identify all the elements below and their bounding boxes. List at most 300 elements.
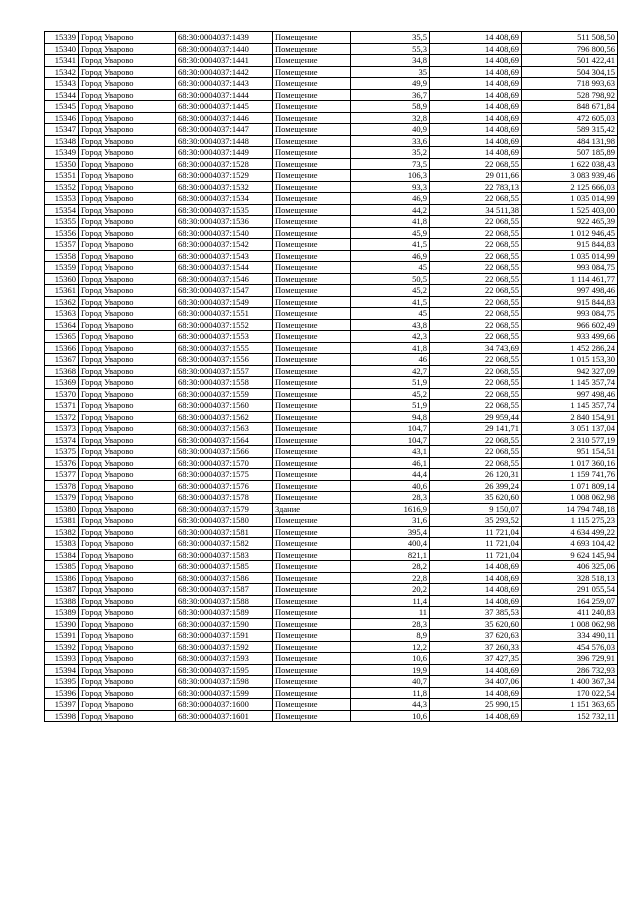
table-row xyxy=(45,607,618,619)
table-row xyxy=(45,170,618,182)
cadastral-number-cell: 68:30:0004037:1562 xyxy=(176,411,273,423)
locality-cell: Город Уварово xyxy=(79,480,176,492)
locality-cell: Город Уварово xyxy=(79,411,176,423)
specific-value-cell: 22 068,55 xyxy=(430,193,522,205)
cadastral-number-cell: 68:30:0004037:1555 xyxy=(176,342,273,354)
locality-cell: Город Уварово xyxy=(79,503,176,515)
locality-cell: Город Уварово xyxy=(79,469,176,481)
table-row xyxy=(45,135,618,147)
area-cell: 32,8 xyxy=(351,112,430,124)
cadastral-number-cell: 68:30:0004037:1566 xyxy=(176,446,273,458)
cadastral-number-cell: 68:30:0004037:1448 xyxy=(176,135,273,147)
row-number-cell: 15346 xyxy=(45,112,79,124)
specific-value-cell: 37 620,63 xyxy=(430,630,522,642)
area-cell: 50,5 xyxy=(351,273,430,285)
specific-value-cell: 26 120,31 xyxy=(430,469,522,481)
area-cell: 73,5 xyxy=(351,158,430,170)
area-cell: 44,3 xyxy=(351,699,430,711)
row-number-cell: 15395 xyxy=(45,676,79,688)
cadastral-value-cell: 922 465,39 xyxy=(522,216,618,228)
cadastral-value-cell: 1 035 014,99 xyxy=(522,250,618,262)
cadastral-value-cell: 1 008 062,98 xyxy=(522,618,618,630)
object-type-cell: Помещение xyxy=(273,653,351,665)
cadastral-value-cell: 997 498,46 xyxy=(522,388,618,400)
area-cell: 55,3 xyxy=(351,43,430,55)
table-row xyxy=(45,595,618,607)
cadastral-value-cell: 2 310 577,19 xyxy=(522,434,618,446)
table-row xyxy=(45,55,618,67)
specific-value-cell: 11 721,04 xyxy=(430,538,522,550)
specific-value-cell: 34 743,69 xyxy=(430,342,522,354)
table-row xyxy=(45,515,618,527)
row-number-cell: 15394 xyxy=(45,664,79,676)
cadastral-number-cell: 68:30:0004037:1591 xyxy=(176,630,273,642)
locality-cell: Город Уварово xyxy=(79,664,176,676)
specific-value-cell: 29 141,71 xyxy=(430,423,522,435)
object-type-cell: Помещение xyxy=(273,595,351,607)
area-cell: 43,8 xyxy=(351,319,430,331)
locality-cell: Город Уварово xyxy=(79,204,176,216)
area-cell: 40,6 xyxy=(351,480,430,492)
table-row xyxy=(45,503,618,515)
area-cell: 28,3 xyxy=(351,618,430,630)
area-cell: 58,9 xyxy=(351,101,430,113)
row-number-cell: 15357 xyxy=(45,239,79,251)
area-cell: 11 xyxy=(351,607,430,619)
cadastral-value-cell: 504 304,15 xyxy=(522,66,618,78)
cadastral-number-cell: 68:30:0004037:1592 xyxy=(176,641,273,653)
locality-cell: Город Уварово xyxy=(79,43,176,55)
locality-cell: Город Уварово xyxy=(79,630,176,642)
cadastral-value-cell: 334 490,11 xyxy=(522,630,618,642)
specific-value-cell: 14 408,69 xyxy=(430,710,522,722)
cadastral-number-cell: 68:30:0004037:1570 xyxy=(176,457,273,469)
row-number-cell: 15380 xyxy=(45,503,79,515)
area-cell: 40,9 xyxy=(351,124,430,136)
locality-cell: Город Уварово xyxy=(79,526,176,538)
table-row xyxy=(45,446,618,458)
specific-value-cell: 14 408,69 xyxy=(430,43,522,55)
table-row xyxy=(45,331,618,343)
table-row xyxy=(45,710,618,722)
object-type-cell: Помещение xyxy=(273,400,351,412)
cadastral-value-cell: 915 844,83 xyxy=(522,296,618,308)
table-row xyxy=(45,538,618,550)
cadastral-value-cell: 9 624 145,94 xyxy=(522,549,618,561)
table-row xyxy=(45,572,618,584)
row-number-cell: 15353 xyxy=(45,193,79,205)
cadastral-number-cell: 68:30:0004037:1585 xyxy=(176,561,273,573)
row-number-cell: 15362 xyxy=(45,296,79,308)
table-row xyxy=(45,227,618,239)
cadastral-value-cell: 1 115 275,23 xyxy=(522,515,618,527)
cadastral-number-cell: 68:30:0004037:1543 xyxy=(176,250,273,262)
cadastral-value-cell: 942 327,09 xyxy=(522,365,618,377)
object-type-cell: Помещение xyxy=(273,641,351,653)
locality-cell: Город Уварово xyxy=(79,239,176,251)
cadastral-number-cell: 68:30:0004037:1563 xyxy=(176,423,273,435)
locality-cell: Город Уварово xyxy=(79,158,176,170)
cadastral-number-cell: 68:30:0004037:1581 xyxy=(176,526,273,538)
area-cell: 1616,9 xyxy=(351,503,430,515)
table-row xyxy=(45,239,618,251)
cadastral-number-cell: 68:30:0004037:1552 xyxy=(176,319,273,331)
row-number-cell: 15375 xyxy=(45,446,79,458)
table-row xyxy=(45,273,618,285)
area-cell: 11,8 xyxy=(351,687,430,699)
cadastral-value-cell: 2 840 154,91 xyxy=(522,411,618,423)
row-number-cell: 15359 xyxy=(45,262,79,274)
specific-value-cell: 22 068,55 xyxy=(430,319,522,331)
area-cell: 49,9 xyxy=(351,78,430,90)
table-row xyxy=(45,89,618,101)
specific-value-cell: 22 068,55 xyxy=(430,388,522,400)
object-type-cell: Помещение xyxy=(273,147,351,159)
object-type-cell: Помещение xyxy=(273,480,351,492)
locality-cell: Город Уварово xyxy=(79,388,176,400)
locality-cell: Город Уварово xyxy=(79,89,176,101)
row-number-cell: 15378 xyxy=(45,480,79,492)
row-number-cell: 15398 xyxy=(45,710,79,722)
cadastral-number-cell: 68:30:0004037:1589 xyxy=(176,607,273,619)
cadastral-value-cell: 1 071 809,14 xyxy=(522,480,618,492)
area-cell: 41,8 xyxy=(351,342,430,354)
table-row xyxy=(45,216,618,228)
object-type-cell: Помещение xyxy=(273,457,351,469)
locality-cell: Город Уварово xyxy=(79,549,176,561)
area-cell: 28,3 xyxy=(351,492,430,504)
cadastral-number-cell: 68:30:0004037:1547 xyxy=(176,285,273,297)
cadastral-value-cell: 4 634 499,22 xyxy=(522,526,618,538)
cadastral-value-cell: 1 622 038,43 xyxy=(522,158,618,170)
object-type-cell: Помещение xyxy=(273,342,351,354)
table-row xyxy=(45,618,618,630)
area-cell: 51,9 xyxy=(351,400,430,412)
object-type-cell: Помещение xyxy=(273,250,351,262)
table-row xyxy=(45,457,618,469)
cadastral-value-cell: 3 083 939,46 xyxy=(522,170,618,182)
object-type-cell: Помещение xyxy=(273,710,351,722)
cadastral-number-cell: 68:30:0004037:1583 xyxy=(176,549,273,561)
cadastral-value-cell: 1 145 357,74 xyxy=(522,377,618,389)
specific-value-cell: 11 721,04 xyxy=(430,526,522,538)
table-row xyxy=(45,308,618,320)
area-cell: 36,7 xyxy=(351,89,430,101)
cadastral-value-cell: 951 154,51 xyxy=(522,446,618,458)
specific-value-cell: 22 068,55 xyxy=(430,365,522,377)
row-number-cell: 15345 xyxy=(45,101,79,113)
row-number-cell: 15363 xyxy=(45,308,79,320)
object-type-cell: Помещение xyxy=(273,32,351,44)
table-row xyxy=(45,480,618,492)
row-number-cell: 15390 xyxy=(45,618,79,630)
area-cell: 46 xyxy=(351,354,430,366)
object-type-cell: Помещение xyxy=(273,193,351,205)
specific-value-cell: 14 408,69 xyxy=(430,135,522,147)
specific-value-cell: 14 408,69 xyxy=(430,664,522,676)
object-type-cell: Помещение xyxy=(273,354,351,366)
object-type-cell: Помещение xyxy=(273,181,351,193)
area-cell: 400,4 xyxy=(351,538,430,550)
row-number-cell: 15343 xyxy=(45,78,79,90)
cadastral-value-cell: 1 017 360,16 xyxy=(522,457,618,469)
specific-value-cell: 35 620,60 xyxy=(430,618,522,630)
area-cell: 11,4 xyxy=(351,595,430,607)
cadastral-number-cell: 68:30:0004037:1590 xyxy=(176,618,273,630)
cadastral-value-cell: 14 794 748,18 xyxy=(522,503,618,515)
specific-value-cell: 22 068,55 xyxy=(430,446,522,458)
table-row xyxy=(45,492,618,504)
specific-value-cell: 14 408,69 xyxy=(430,147,522,159)
table-row xyxy=(45,204,618,216)
table-row xyxy=(45,411,618,423)
cadastral-value-cell: 718 993,63 xyxy=(522,78,618,90)
specific-value-cell: 22 068,55 xyxy=(430,216,522,228)
row-number-cell: 15367 xyxy=(45,354,79,366)
cadastral-number-cell: 68:30:0004037:1551 xyxy=(176,308,273,320)
locality-cell: Город Уварово xyxy=(79,434,176,446)
area-cell: 35 xyxy=(351,66,430,78)
locality-cell: Город Уварово xyxy=(79,250,176,262)
cadastral-value-cell: 915 844,83 xyxy=(522,239,618,251)
specific-value-cell: 22 068,55 xyxy=(430,285,522,297)
row-number-cell: 15358 xyxy=(45,250,79,262)
specific-value-cell: 14 408,69 xyxy=(430,112,522,124)
specific-value-cell: 22 068,55 xyxy=(430,227,522,239)
cadastral-number-cell: 68:30:0004037:1549 xyxy=(176,296,273,308)
specific-value-cell: 22 068,55 xyxy=(430,308,522,320)
object-type-cell: Помещение xyxy=(273,515,351,527)
locality-cell: Город Уварово xyxy=(79,365,176,377)
area-cell: 46,9 xyxy=(351,250,430,262)
table-row xyxy=(45,687,618,699)
cadastral-number-cell: 68:30:0004037:1445 xyxy=(176,101,273,113)
locality-cell: Город Уварово xyxy=(79,216,176,228)
specific-value-cell: 22 068,55 xyxy=(430,273,522,285)
cadastral-value-cell: 396 729,91 xyxy=(522,653,618,665)
cadastral-value-cell: 528 798,92 xyxy=(522,89,618,101)
area-cell: 93,3 xyxy=(351,181,430,193)
cadastral-value-cell: 472 605,03 xyxy=(522,112,618,124)
area-cell: 19,9 xyxy=(351,664,430,676)
row-number-cell: 15364 xyxy=(45,319,79,331)
object-type-cell: Помещение xyxy=(273,388,351,400)
area-cell: 20,2 xyxy=(351,584,430,596)
cadastral-number-cell: 68:30:0004037:1579 xyxy=(176,503,273,515)
object-type-cell: Помещение xyxy=(273,538,351,550)
object-type-cell: Помещение xyxy=(273,112,351,124)
cadastral-number-cell: 68:30:0004037:1528 xyxy=(176,158,273,170)
locality-cell: Город Уварово xyxy=(79,112,176,124)
locality-cell: Город Уварово xyxy=(79,676,176,688)
row-number-cell: 15372 xyxy=(45,411,79,423)
specific-value-cell: 29 011,66 xyxy=(430,170,522,182)
object-type-cell: Помещение xyxy=(273,170,351,182)
locality-cell: Город Уварово xyxy=(79,699,176,711)
object-type-cell: Помещение xyxy=(273,285,351,297)
row-number-cell: 15360 xyxy=(45,273,79,285)
row-number-cell: 15354 xyxy=(45,204,79,216)
cadastral-value-cell: 1 012 946,45 xyxy=(522,227,618,239)
object-type-cell: Помещение xyxy=(273,526,351,538)
cadastral-value-cell: 507 185,89 xyxy=(522,147,618,159)
locality-cell: Город Уварово xyxy=(79,607,176,619)
object-type-cell: Помещение xyxy=(273,469,351,481)
row-number-cell: 15386 xyxy=(45,572,79,584)
cadastral-value-cell: 1 015 153,30 xyxy=(522,354,618,366)
cadastral-value-cell: 1 525 403,00 xyxy=(522,204,618,216)
row-number-cell: 15396 xyxy=(45,687,79,699)
table-row xyxy=(45,641,618,653)
cadastral-value-cell: 1 151 363,65 xyxy=(522,699,618,711)
locality-cell: Город Уварово xyxy=(79,181,176,193)
locality-cell: Город Уварово xyxy=(79,584,176,596)
locality-cell: Город Уварово xyxy=(79,515,176,527)
locality-cell: Город Уварово xyxy=(79,78,176,90)
specific-value-cell: 14 408,69 xyxy=(430,55,522,67)
object-type-cell: Помещение xyxy=(273,411,351,423)
cadastral-value-cell: 4 693 104,42 xyxy=(522,538,618,550)
object-type-cell: Помещение xyxy=(273,549,351,561)
specific-value-cell: 22 068,55 xyxy=(430,354,522,366)
table-row xyxy=(45,699,618,711)
cadastral-number-cell: 68:30:0004037:1576 xyxy=(176,480,273,492)
cadastral-number-cell: 68:30:0004037:1449 xyxy=(176,147,273,159)
cadastral-number-cell: 68:30:0004037:1588 xyxy=(176,595,273,607)
specific-value-cell: 14 408,69 xyxy=(430,101,522,113)
table-row xyxy=(45,526,618,538)
area-cell: 43,1 xyxy=(351,446,430,458)
row-number-cell: 15368 xyxy=(45,365,79,377)
locality-cell: Город Уварово xyxy=(79,319,176,331)
locality-cell: Город Уварово xyxy=(79,342,176,354)
locality-cell: Город Уварово xyxy=(79,354,176,366)
cadastral-value-cell: 511 508,50 xyxy=(522,32,618,44)
row-number-cell: 15389 xyxy=(45,607,79,619)
object-type-cell: Помещение xyxy=(273,664,351,676)
table-row xyxy=(45,342,618,354)
row-number-cell: 15387 xyxy=(45,584,79,596)
row-number-cell: 15385 xyxy=(45,561,79,573)
object-type-cell: Помещение xyxy=(273,377,351,389)
table-row xyxy=(45,112,618,124)
row-number-cell: 15379 xyxy=(45,492,79,504)
locality-cell: Город Уварово xyxy=(79,32,176,44)
cadastral-value-cell: 286 732,93 xyxy=(522,664,618,676)
area-cell: 46,9 xyxy=(351,193,430,205)
specific-value-cell: 35 620,60 xyxy=(430,492,522,504)
area-cell: 45,2 xyxy=(351,388,430,400)
object-type-cell: Помещение xyxy=(273,331,351,343)
specific-value-cell: 35 293,52 xyxy=(430,515,522,527)
cadastral-number-cell: 68:30:0004037:1553 xyxy=(176,331,273,343)
cadastral-value-cell: 1 400 367,34 xyxy=(522,676,618,688)
row-number-cell: 15369 xyxy=(45,377,79,389)
object-type-cell: Помещение xyxy=(273,239,351,251)
locality-cell: Город Уварово xyxy=(79,273,176,285)
cadastral-value-cell: 1 035 014,99 xyxy=(522,193,618,205)
area-cell: 33,6 xyxy=(351,135,430,147)
row-number-cell: 15361 xyxy=(45,285,79,297)
cadastral-number-cell: 68:30:0004037:1587 xyxy=(176,584,273,596)
row-number-cell: 15392 xyxy=(45,641,79,653)
area-cell: 40,7 xyxy=(351,676,430,688)
row-number-cell: 15349 xyxy=(45,147,79,159)
table-row xyxy=(45,388,618,400)
table-row xyxy=(45,250,618,262)
object-type-cell: Помещение xyxy=(273,101,351,113)
row-number-cell: 15374 xyxy=(45,434,79,446)
table-row xyxy=(45,365,618,377)
area-cell: 35,2 xyxy=(351,147,430,159)
object-type-cell: Помещение xyxy=(273,204,351,216)
row-number-cell: 15352 xyxy=(45,181,79,193)
specific-value-cell: 26 399,24 xyxy=(430,480,522,492)
row-number-cell: 15340 xyxy=(45,43,79,55)
object-type-cell: Помещение xyxy=(273,262,351,274)
row-number-cell: 15381 xyxy=(45,515,79,527)
table-row xyxy=(45,147,618,159)
locality-cell: Город Уварово xyxy=(79,147,176,159)
area-cell: 45 xyxy=(351,308,430,320)
area-cell: 31,6 xyxy=(351,515,430,527)
specific-value-cell: 11 721,04 xyxy=(430,549,522,561)
cadastral-value-cell: 993 084,75 xyxy=(522,308,618,320)
specific-value-cell: 22 068,55 xyxy=(430,262,522,274)
locality-cell: Город Уварово xyxy=(79,595,176,607)
row-number-cell: 15342 xyxy=(45,66,79,78)
area-cell: 10,6 xyxy=(351,710,430,722)
specific-value-cell: 14 408,69 xyxy=(430,66,522,78)
cadastral-number-cell: 68:30:0004037:1582 xyxy=(176,538,273,550)
cadastral-value-cell: 933 499,66 xyxy=(522,331,618,343)
cadastral-number-cell: 68:30:0004037:1559 xyxy=(176,388,273,400)
locality-cell: Город Уварово xyxy=(79,262,176,274)
cadastral-number-cell: 68:30:0004037:1600 xyxy=(176,699,273,711)
row-number-cell: 15373 xyxy=(45,423,79,435)
area-cell: 94,8 xyxy=(351,411,430,423)
object-type-cell: Помещение xyxy=(273,423,351,435)
row-number-cell: 15370 xyxy=(45,388,79,400)
specific-value-cell: 9 150,07 xyxy=(430,503,522,515)
cadastral-value-cell: 1 008 062,98 xyxy=(522,492,618,504)
locality-cell: Город Уварово xyxy=(79,308,176,320)
cadastral-number-cell: 68:30:0004037:1534 xyxy=(176,193,273,205)
row-number-cell: 15383 xyxy=(45,538,79,550)
cadastral-number-cell: 68:30:0004037:1439 xyxy=(176,32,273,44)
locality-cell: Город Уварово xyxy=(79,618,176,630)
area-cell: 821,1 xyxy=(351,549,430,561)
cadastral-number-cell: 68:30:0004037:1542 xyxy=(176,239,273,251)
area-cell: 28,2 xyxy=(351,561,430,573)
area-cell: 45,2 xyxy=(351,285,430,297)
area-cell: 12,2 xyxy=(351,641,430,653)
object-type-cell: Помещение xyxy=(273,135,351,147)
area-cell: 42,7 xyxy=(351,365,430,377)
locality-cell: Город Уварово xyxy=(79,285,176,297)
locality-cell: Город Уварово xyxy=(79,55,176,67)
table-row xyxy=(45,66,618,78)
specific-value-cell: 34 511,38 xyxy=(430,204,522,216)
locality-cell: Город Уварово xyxy=(79,538,176,550)
table-row xyxy=(45,193,618,205)
locality-cell: Город Уварово xyxy=(79,400,176,412)
cadastral-value-cell: 164 259,07 xyxy=(522,595,618,607)
locality-cell: Город Уварово xyxy=(79,296,176,308)
cadastral-number-cell: 68:30:0004037:1599 xyxy=(176,687,273,699)
object-type-cell: Помещение xyxy=(273,630,351,642)
locality-cell: Город Уварово xyxy=(79,641,176,653)
